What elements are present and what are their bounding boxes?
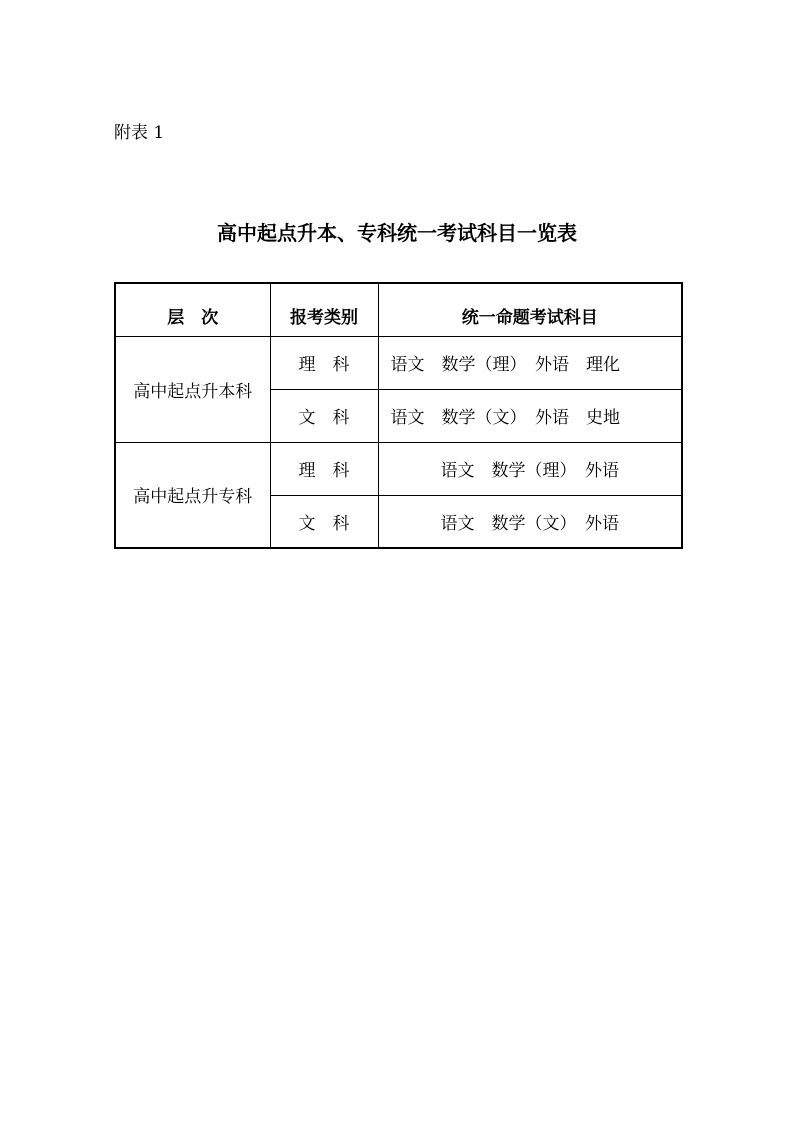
subjects-cell: 语文 数学（理） 外语 理化 [378,336,682,389]
table-header-row [115,283,682,336]
category-cell: 文 科 [270,495,378,548]
level-cell-bachelor: 高中起点升本科 [115,336,270,442]
category-cell: 理 科 [270,336,378,389]
category-cell: 文 科 [270,389,378,442]
table-row [115,336,682,389]
subjects-cell: 语文 数学（文） 外语 史地 [378,389,682,442]
subjects-cell: 语文 数学（理） 外语 [378,442,682,495]
level-cell-associate: 高中起点升专科 [115,442,270,548]
table-row [115,442,682,495]
document-title: 高中起点升本、专科统一考试科目一览表 [217,221,577,245]
header-category: 报考类别 [270,283,378,336]
exam-subjects-table [114,282,683,549]
header-level: 层 次 [115,283,270,336]
subjects-cell: 语文 数学（文） 外语 [378,495,682,548]
category-cell: 理 科 [270,442,378,495]
attachment-label: 附表 1 [114,123,165,143]
header-subjects: 统一命题考试科目 [378,283,682,336]
